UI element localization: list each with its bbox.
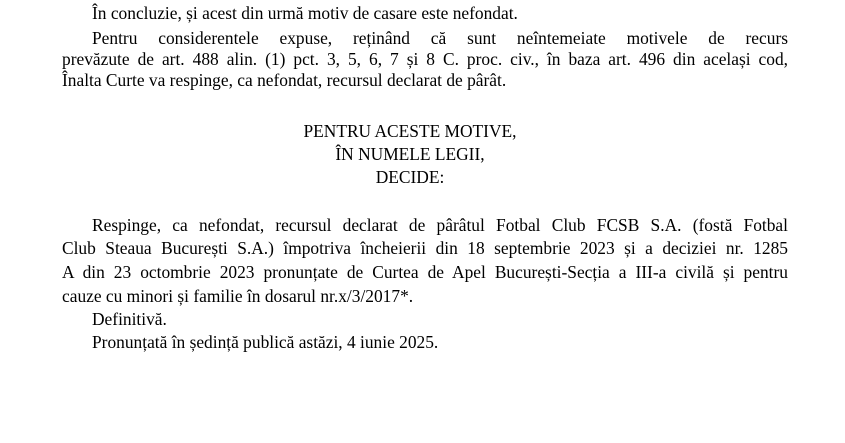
- conclusion-paragraph: În concluzie, și acest din urmă motiv de casare este nefondat.: [92, 3, 518, 23]
- decision-line-4: cauze cu minori și familie în dosarul nr.x/3/2017*.: [62, 286, 414, 306]
- heading-law: ÎN NUMELE LEGII,: [335, 144, 485, 164]
- reasoning-line-3: Înalta Curte va respinge, ca nefondat, recursul declarat de pârât.: [62, 70, 507, 90]
- reasoning-line-2: prevăzute de art. 488 alin. (1) pct. 3, 5, 6, 7 și 8 C. proc. civ., în baza art. 496 din același cod,: [62, 49, 788, 69]
- heading-decides: DECIDE:: [375, 167, 445, 187]
- heading-motives: PENTRU ACESTE MOTIVE,: [303, 121, 517, 141]
- decision-line-2: Club Steaua București S.A.) împotriva încheierii din 18 septembrie 2023 și a deciziei nr. 1285: [62, 238, 788, 258]
- reasoning-line-1: Pentru considerentele expuse, reținând că sunt neîntemeiate motivele de recurs: [92, 28, 788, 48]
- pronouncement-date: Pronunțată în ședință publică astăzi, 4 iunie 2025.: [92, 332, 439, 352]
- final-statement: Definitivă.: [92, 309, 167, 329]
- decision-line-3: A din 23 octombrie 2023 pronunțate de Curtea de Apel București-Secția a III-a civilă și pentru: [62, 262, 788, 282]
- decision-line-1: Respinge, ca nefondat, recursul declarat de pârâtul Fotbal Club FCSB S.A. (fostă Fotbal: [92, 215, 788, 235]
